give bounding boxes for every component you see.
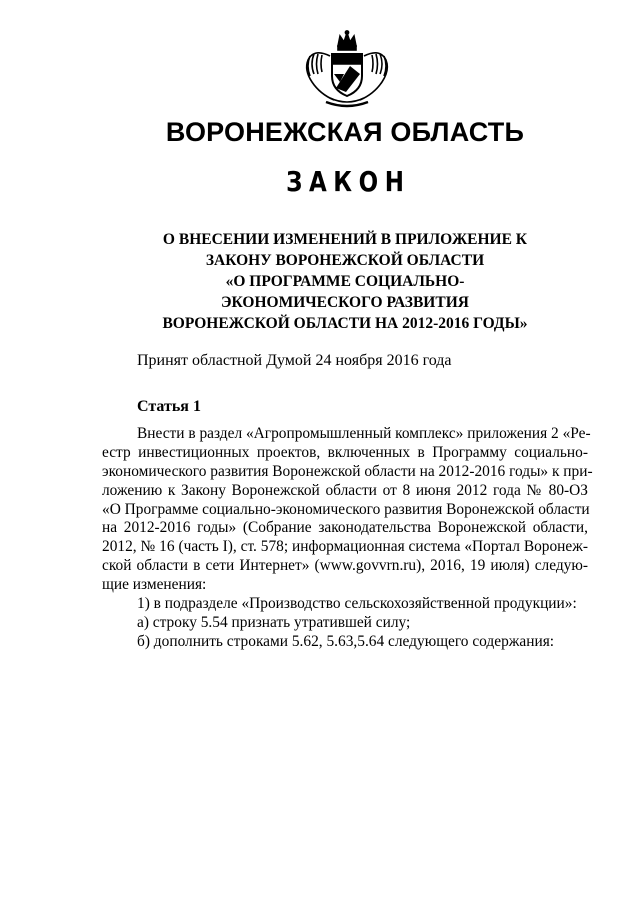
law-title-line: ВОРОНЕЖСКОЙ ОБЛАСТИ НА 2012-2016 ГОДЫ» (162, 315, 528, 332)
law-title-line: «О ПРОГРАММЕ СОЦИАЛЬНО- (225, 273, 465, 290)
law-heading: ЗАКОН (286, 165, 411, 198)
paragraph-line: Внести в раздел «Агропромышленный комплекс» приложения 2 «Ре- (137, 425, 591, 442)
law-title-line: ЭКОНОМИЧЕСКОГО РАЗВИТИЯ (221, 294, 469, 311)
region-heading: ВОРОНЕЖСКАЯ ОБЛАСТЬ (165, 117, 525, 147)
paragraph-line: ложению к Закону Воронежской области от 8 июня 2012 года № 80-ОЗ (102, 481, 588, 499)
law-title-line: О ВНЕСЕНИИ ИЗМЕНЕНИЙ В ПРИЛОЖЕНИЕ К (162, 231, 528, 248)
paragraph-line: ской области в сети Интернет» (www.govvrn.ru), 2016, 19 июля) следую- (102, 557, 588, 575)
law-title-line: ЗАКОНУ ВОРОНЕЖСКОЙ ОБЛАСТИ (205, 252, 485, 269)
adoption-note: Принят областной Думой 24 ноября 2016 года (137, 352, 452, 369)
article-heading: Статья 1 (137, 398, 201, 415)
article-body (102, 425, 593, 652)
paragraph-line: щие изменения: (102, 576, 207, 594)
paragraph-line: экономического развития Воронежской области на 2012-2016 годы» к при- (102, 462, 593, 480)
law-title (100, 229, 590, 334)
list-item: 1) в подразделе «Производство сельскохозяйственной продукции»: (137, 595, 577, 613)
paragraph-line: 2012, № 16 (часть I), ст. 578; информационная система «Портал Воронеж- (102, 538, 588, 556)
paragraph-line: естр инвестиционных проектов, включенных в Программу социально- (102, 443, 588, 461)
list-item: б) дополнить строками 5.62, 5.63,5.64 следующего содержания: (137, 632, 555, 650)
paragraph-line: «О Программе социально-экономического развития Воронежской области (102, 500, 590, 518)
list-item: а) строку 5.54 признать утратившей силу; (137, 613, 411, 631)
coat-of-arms-icon (300, 30, 394, 110)
paragraph-line: на 2012-2016 годы» (Собрание законодательства Воронежской области, (102, 519, 588, 537)
